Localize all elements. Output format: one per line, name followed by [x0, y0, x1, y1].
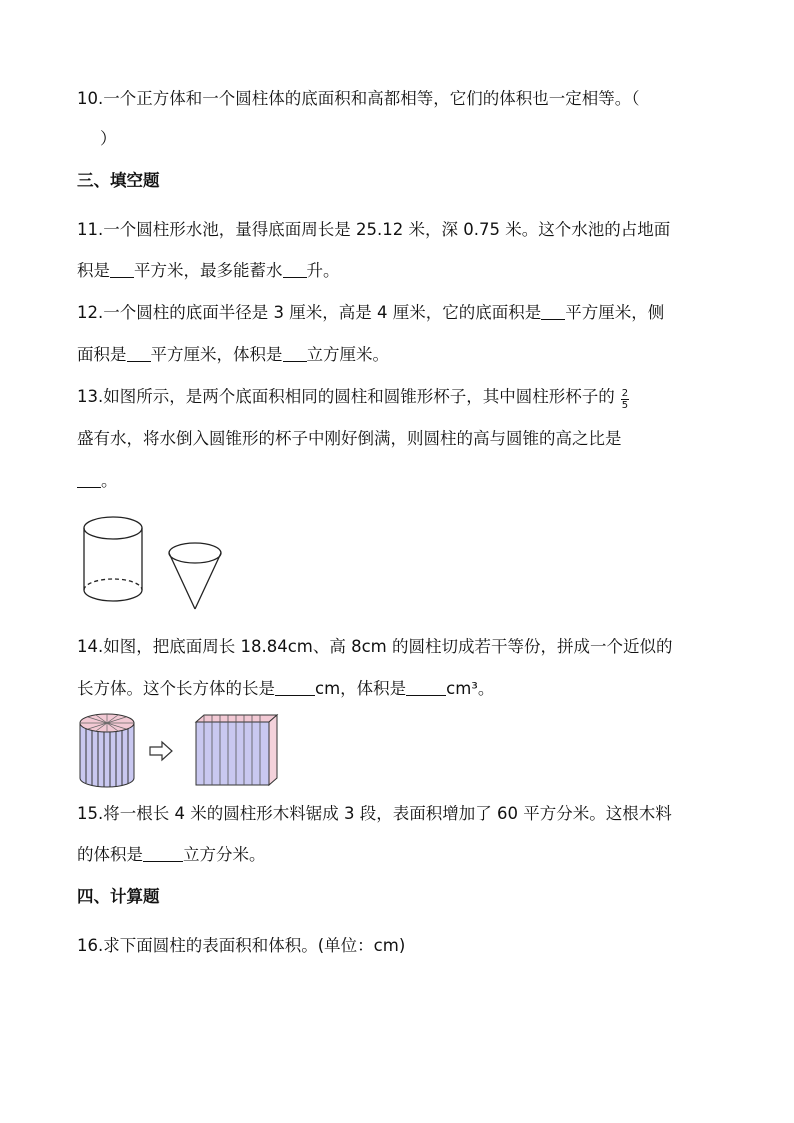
q11-text-c: 升。 [306, 261, 340, 280]
cylinder-and-cone-figure [77, 510, 232, 615]
question-14-line-2 [77, 678, 494, 700]
q15-text-a: 的体积是 [77, 845, 143, 864]
question-13-line-1 [77, 386, 629, 411]
answer-blank[interactable] [283, 345, 307, 362]
question-12-line-1 [77, 302, 664, 324]
question-15-line-1: 15.将一根长 4 米的圆柱形木料锯成 3 段，表面积增加了 60 平方分米。这根木料 [77, 804, 672, 823]
cylinder-body [80, 723, 134, 787]
cuboid-front [196, 722, 269, 785]
question-11-line-2 [77, 260, 340, 282]
cuboid-side [269, 715, 277, 785]
q15-text-b: 立方分米。 [183, 845, 266, 864]
cylinder-to-cuboid-figure [77, 710, 282, 790]
q12-text-e: 立方厘米。 [306, 345, 389, 364]
right-arrow-icon [150, 742, 172, 760]
fraction-numerator: 2 [621, 388, 629, 399]
fraction-denominator: 5 [621, 400, 629, 411]
question-14-line-1: 14.如图，把底面周长 18.84cm、高 8cm 的圆柱切成若干等份，拼成一个近似的 [77, 637, 673, 656]
cylinder-bottom-back [84, 579, 142, 590]
cone-top [169, 543, 221, 563]
fraction [621, 388, 629, 411]
q12-text-c: 面积是 [77, 345, 127, 364]
answer-blank[interactable] [541, 303, 565, 320]
question-15-line-2 [77, 844, 266, 866]
q11-text-a: 积是 [77, 261, 110, 280]
cylinder-top [84, 517, 142, 539]
answer-blank[interactable] [127, 345, 151, 362]
q13-text-end: 。 [101, 471, 118, 490]
q14-text-c: cm³。 [446, 679, 495, 698]
question-11-line-1: 11.一个圆柱形水池，量得底面周长是 25.12 米，深 0.75 米。这个水池的占地面 [77, 220, 671, 239]
question-10-answer-bracket: ） [100, 129, 117, 148]
q13-text-a: 13.如图所示，是两个底面积相同的圆柱和圆锥形杯子，其中圆柱形杯子的 [77, 387, 615, 406]
answer-blank[interactable] [110, 261, 134, 278]
question-12-line-2 [77, 344, 389, 366]
question-16-line-1: 16.求下面圆柱的表面积和体积。(单位：cm) [77, 936, 406, 955]
q11-text-b: 平方米，最多能蓄水 [134, 261, 283, 280]
question-13-line-3 [77, 470, 118, 492]
question-13-line-2: 盛有水，将水倒入圆锥形的杯子中刚好倒满，则圆柱的高与圆锥的高之比是 [77, 429, 622, 448]
q12-text-a: 12.一个圆柱的底面半径是 3 厘米，高是 4 厘米，它的底面积是 [77, 303, 542, 322]
section-3-heading: 三、填空题 [77, 171, 160, 190]
q14-text-a: 长方体。这个长方体的长是 [77, 679, 275, 698]
cuboid-top [196, 715, 277, 722]
q14-text-b: cm，体积是 [315, 679, 407, 698]
cylinder-bottom-front [84, 590, 142, 601]
q12-text-b: 平方厘米，侧 [565, 303, 665, 322]
section-4-heading: 四、计算题 [77, 887, 160, 906]
question-10-line-1: 10.一个正方体和一个圆柱体的底面积和高都相等，它们的体积也一定相等。（ [77, 89, 640, 108]
answer-blank[interactable] [283, 261, 307, 278]
answer-blank[interactable] [143, 845, 183, 862]
answer-blank[interactable] [406, 679, 446, 696]
answer-blank[interactable] [275, 679, 315, 696]
answer-blank[interactable] [77, 471, 101, 488]
q12-text-d: 平方厘米，体积是 [150, 345, 283, 364]
